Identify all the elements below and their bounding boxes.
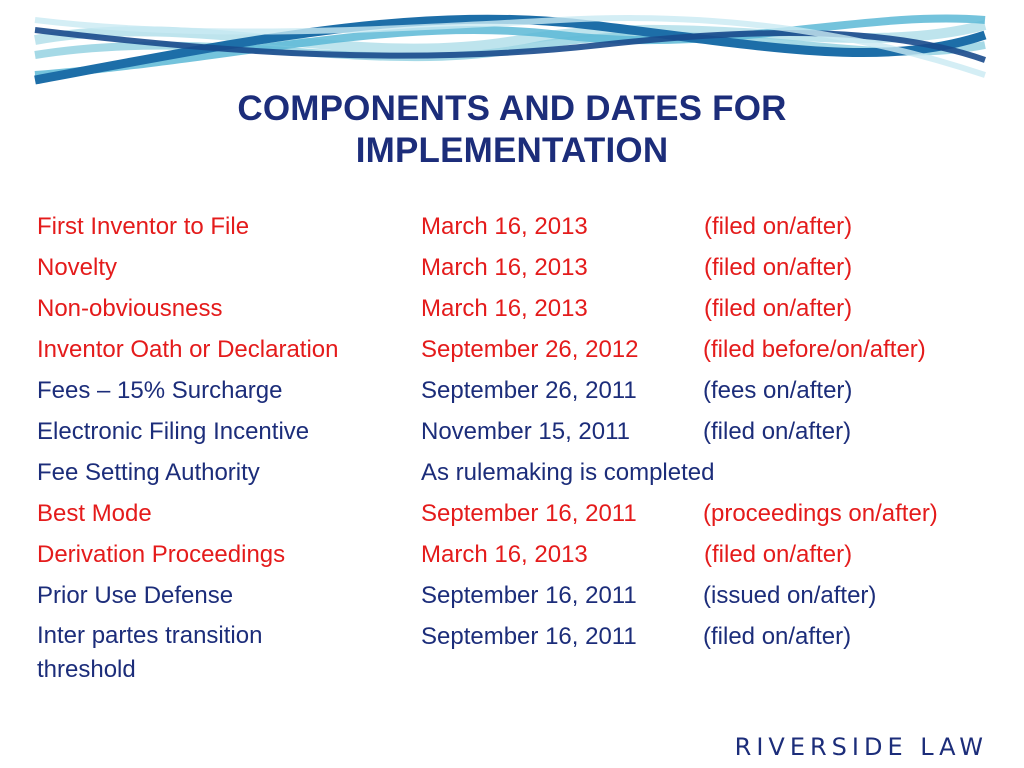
- implementation-table: [37, 206, 997, 698]
- table-row: [37, 411, 997, 452]
- component-label: Best Mode: [37, 500, 152, 527]
- date-note: (filed on/after): [704, 213, 853, 240]
- date-note: (filed before/on/after): [703, 336, 926, 363]
- effective-date: September 16, 2011: [421, 500, 637, 527]
- effective-date: November 15, 2011: [421, 418, 631, 445]
- table-row: [37, 247, 997, 288]
- effective-date: September 16, 2011: [421, 582, 637, 609]
- effective-date: September 16, 2011: [421, 623, 637, 650]
- table-row: [37, 575, 997, 616]
- component-label: Derivation Proceedings: [37, 541, 286, 568]
- date-note: (filed on/after): [704, 295, 853, 322]
- effective-date: As rulemaking is completed: [421, 459, 715, 486]
- date-note: (fees on/after): [703, 377, 853, 404]
- wave-banner: [0, 0, 1024, 100]
- effective-date: March 16, 2013: [421, 213, 588, 240]
- component-label: Inventor Oath or Declaration: [37, 336, 339, 363]
- date-note: (proceedings on/after): [703, 500, 938, 527]
- component-label: Fees – 15% Surcharge: [37, 377, 283, 404]
- riverside-law-logo: RIVERSIDE LAW: [734, 733, 988, 761]
- slide-title: [0, 88, 1024, 172]
- effective-date: March 16, 2013: [421, 254, 588, 281]
- effective-date: March 16, 2013: [421, 541, 588, 568]
- component-label: Fee Setting Authority: [37, 459, 260, 486]
- table-row: [37, 534, 997, 575]
- effective-date: September 26, 2012: [421, 336, 639, 363]
- date-note: (filed on/after): [703, 418, 852, 445]
- date-note: (filed on/after): [704, 254, 853, 281]
- effective-date: March 16, 2013: [421, 295, 588, 322]
- component-label: First Inventor to File: [37, 213, 250, 240]
- table-row: [37, 206, 997, 247]
- component-label: Electronic Filing Incentive: [37, 418, 310, 445]
- table-row: [37, 329, 997, 370]
- table-row: [37, 370, 997, 411]
- component-label: Prior Use Defense: [37, 582, 234, 609]
- component-label: Non-obviousness: [37, 295, 223, 322]
- component-label: Inter partes transition threshold: [37, 622, 263, 683]
- date-note: (filed on/after): [704, 541, 853, 568]
- date-note: (issued on/after): [703, 582, 877, 609]
- table-row: [37, 452, 997, 493]
- component-label: Novelty: [37, 254, 118, 281]
- table-row: [37, 616, 997, 698]
- title-line-2: IMPLEMENTATION: [355, 131, 669, 170]
- table-row: [37, 493, 997, 534]
- effective-date: September 26, 2011: [421, 377, 637, 404]
- title-line-1: COMPONENTS AND DATES FOR: [237, 89, 787, 128]
- table-row: [37, 288, 997, 329]
- date-note: (filed on/after): [703, 623, 852, 650]
